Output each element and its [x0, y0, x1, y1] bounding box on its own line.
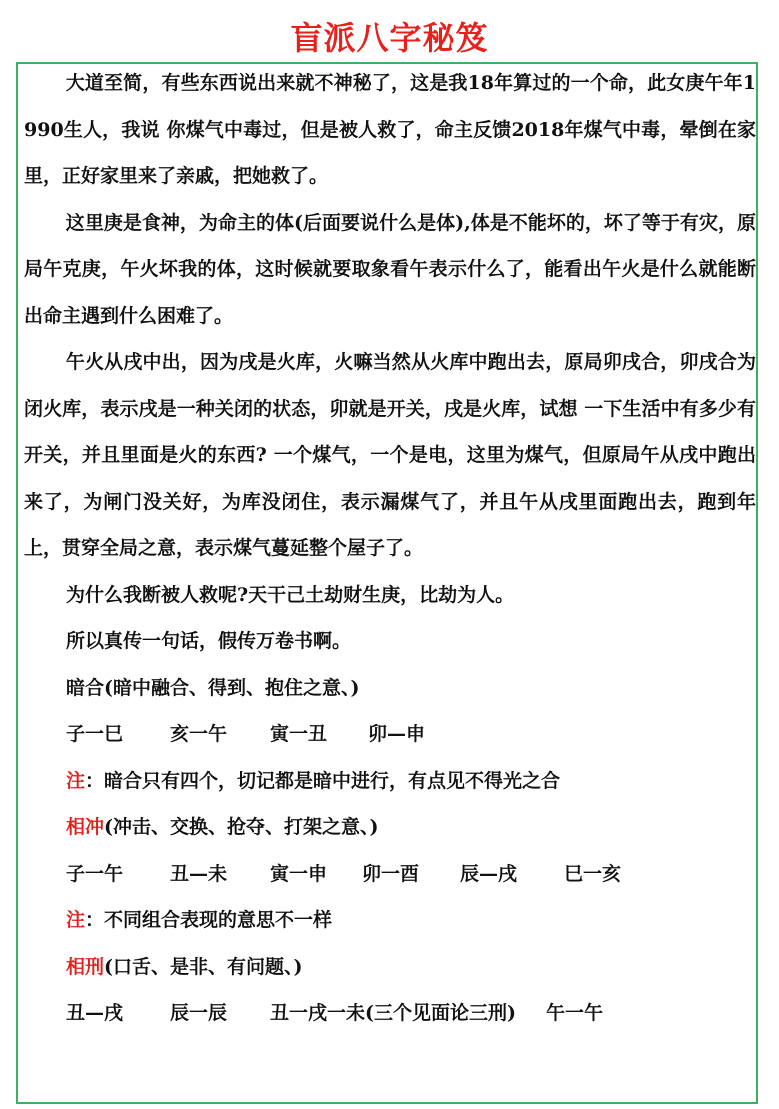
anhe-pair: 亥一午 [170, 723, 228, 745]
anhe-pair: 子一巳 [66, 723, 124, 745]
xiangchong-label: 相冲 [66, 816, 105, 838]
xiangchong-pair: 巳一亥 [564, 862, 622, 885]
note-label: 注 [66, 909, 86, 931]
xiangxing-text: (口舌、是非、有问题、) [104, 955, 303, 978]
xiangxing-item: 午一午 [546, 1002, 604, 1024]
note-anhe [24, 758, 756, 805]
xiangxing-heading [24, 944, 756, 991]
xiangchong-text: (冲击、交换、抢夺、打架之意、) [104, 816, 379, 838]
xiangxing-item: 丑一戌一未(三个见面论三刑) [270, 1002, 516, 1024]
paragraph-fire-storage: 午火从戌中出，因为戌是火库，火嘛当然从火库中跑出去，原局卯戌合，卯戌合为闭火库，表示戌是一种关闭的状态，卯就是开关，戌是火库，试想 一下生活中有多少有开关，并且里面是火的东西? 一个煤气，一个是电，这里为煤气，但原局午从戌中跑出来了，为闸门没关好，为库没闭住，表示漏煤气了，并且午从戌里面跑出去，跑到年上，贯穿全局之意，表示煤气蔓延整个屋子了。 [24, 351, 756, 559]
xiangchong-pairs-row [24, 851, 756, 898]
xiangchong-pair: 卯一酉 [362, 862, 420, 885]
xiangxing-items-row [24, 990, 756, 1037]
note-combinations [24, 897, 756, 944]
xiangxing-item: 丑—戌 [66, 1002, 124, 1024]
anhe-pairs-row [24, 711, 756, 758]
note-label: 注 [66, 769, 86, 792]
document-body [24, 60, 756, 1037]
xiangxing-label: 相刑 [66, 955, 105, 978]
note-text: ：不同组合表现的意思不一样 [85, 909, 333, 931]
xiangchong-pair: 子一午 [66, 862, 124, 885]
paragraph-body-explanation: 这里庚是食神，为命主的体(后面要说什么是体),体是不能坏的，坏了等于有灾，原局午克庚，午火坏我的体，这时候就要取象看午表示什么了，能看出午火是什么就能断出命主遇到什么困难了。 [24, 211, 756, 327]
line-saying: 所以真传一句话，假传万卷书啊。 [66, 630, 352, 652]
xiangxing-item: 辰一辰 [170, 1002, 228, 1024]
anhe-pair: 卯—申 [368, 723, 426, 745]
paragraph-intro: 大道至简，有些东西说出来就不神秘了，这是我18年算过的一个命，此女庚午年1990生人，我说 你煤气中毒过，但是被人救了，命主反馈2018年煤气中毒，晕倒在家里，正好家里来了亲戚，把她救了。 [24, 72, 756, 187]
page-title: 盲派八字秘笈 [290, 19, 489, 57]
xiangchong-pair: 辰—戌 [460, 862, 518, 885]
xiangchong-pair: 寅一申 [270, 862, 328, 885]
anhe-pair: 寅一丑 [270, 723, 328, 745]
note-text: ：暗合只有四个，切记都是暗中进行，有点见不得光之合 [85, 769, 561, 792]
xiangchong-heading [24, 804, 756, 851]
line-why-saved: 为什么我断被人救呢?天干己土劫财生庚，比劫为人。 [66, 583, 515, 606]
anhe-heading: 暗合(暗中融合、得到、抱住之意、) [66, 676, 360, 699]
xiangchong-pair: 丑—未 [170, 862, 228, 885]
